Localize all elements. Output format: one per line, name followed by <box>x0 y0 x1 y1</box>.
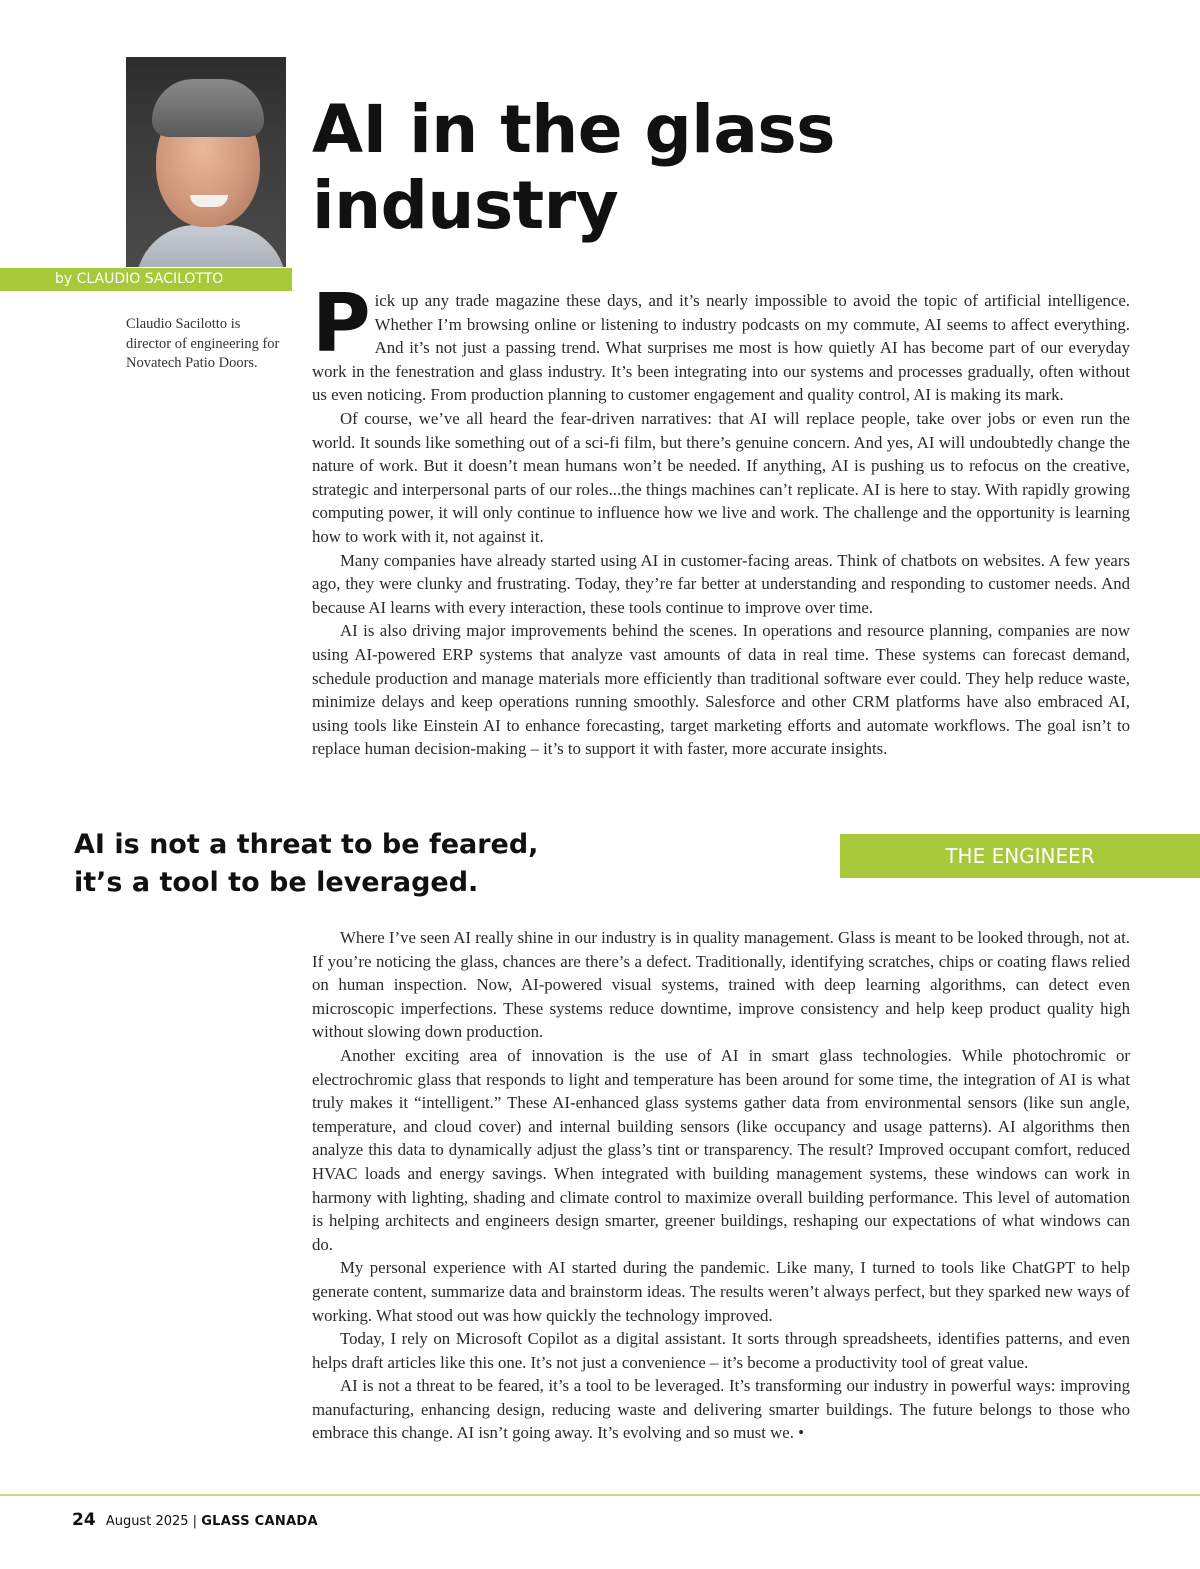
body-paragraph: AI is not a threat to be feared, it’s a tool to be leveraged. It’s transforming our industry in powerful ways: improving manufacturing, enhancing design, reducing waste and delivering smarter buildings. The future belongs to those who embrace this change. AI isn’t going away. It’s evolving and so must we. • <box>312 1376 1130 1443</box>
lead-paragraph-text: ick up any trade magazine these days, and it’s nearly impossible to avoid the topic of artificial intelligence. Whether I’m browsing online or listening to industry podcasts on my commute, AI seems to affect everything. And it’s not just a passing trend. What surprises me most is how quietly AI has become part of our everyday work in the fenestration and glass industry. It’s been integrating into our systems and processes gradually, often without us even noticing. From production planning to customer engagement and quality control, AI is making its mark. <box>312 291 1130 405</box>
page-footer <box>72 1508 318 1532</box>
body-paragraph: AI is also driving major improvements behind the scenes. In operations and resource planning, companies are now using AI-powered ERP systems that analyze vast amounts of data in real time. These systems can forecast demand, schedule production and manage materials more efficiently than traditional software ever could. They help reduce waste, minimize delays and keep operations running smoothly. Salesforce and other CRM platforms have also embraced AI, using tools like Einstein AI to enhance forecasting, target marketing efforts and automate workflows. The goal isn’t to replace human decision-making – it’s to support it with faster, more accurate insights. <box>312 621 1130 759</box>
footer-separator: | <box>192 1514 198 1529</box>
article-title: AI in the glass industry <box>312 91 835 244</box>
pull-quote <box>74 826 594 902</box>
author-shirt <box>136 225 286 267</box>
body-column-top <box>312 277 1130 761</box>
body-column-bottom <box>312 926 1130 1445</box>
author-bio: Claudio Sacilotto is director of engineering for Novatech Patio Doors. <box>126 316 280 371</box>
publication-name: GLASS CANADA <box>201 1514 318 1529</box>
page-number: 24 <box>72 1510 96 1530</box>
body-paragraph: Another exciting area of innovation is the use of AI in smart glass technologies. While photochromic or electrochromic glass that responds to light and temperature has been around for some time, the integration of AI is what truly makes it “intelligent.” These AI-enhanced glass systems gather data from environmental sensors (like sun angle, temperature, and cloud cover) and internal building sensors (like occupancy and usage patterns). AI algorithms then analyze this data to dynamically adjust the glass’s tint or transparency. The result? Improved occupant comfort, reduced HVAC loads and energy savings. When integrated with building management systems, these windows can work in harmony with lighting, shading and climate control to maximize overall building performance. This level of automation is helping architects and engineers design smarter, greener buildings, reshaping our expectations of what windows can do. <box>312 1045 1130 1254</box>
body-paragraph: Where I’ve seen AI really shine in our industry is in quality management. Glass is meant to be looked through, not at. If you’re noticing the glass, chances are there’s a defect. Traditionally, identifying scratches, chips or coating flaws relied on human inspection. Now, AI-powered visual systems, trained with deep learning algorithms, can detect even microscopic imperfections. These systems reduce downtime, improve consistency and help keep product quality high without slowing down production. <box>312 928 1130 1042</box>
body-paragraph: Today, I rely on Microsoft Copilot as a digital assistant. It sorts through spreadsheets, identifies patterns, and even helps draft articles like this one. It’s not just a convenience – it’s become a productivity tool of great value. <box>312 1329 1130 1372</box>
lead-paragraph <box>312 277 1130 407</box>
issue-date: August 2025 <box>105 1514 189 1529</box>
pull-quote-line-2: it’s a tool to be leveraged. <box>74 867 479 898</box>
author-photo <box>126 57 286 267</box>
pull-quote-line-1: AI is not a threat to be feared, <box>74 829 539 860</box>
body-paragraph: Of course, we’ve all heard the fear-driven narratives: that AI will replace people, take over jobs or even run the world. It sounds like something out of a sci-fi film, but there’s genuine concern. And yes, AI will undoubtedly change the nature of work. But it doesn’t mean humans won’t be needed. If anything, AI is pushing us to refocus on the creative, strategic and interpersonal parts of our roles...the things machines can’t replicate. AI is here to stay. With rapidly growing computing power, it will only continue to influence how we live and work. The challenge and the opportunity is learning how to work with it, not against it. <box>312 408 1130 546</box>
section-tag: THE ENGINEER <box>840 834 1200 878</box>
body-paragraph: My personal experience with AI started during the pandemic. Like many, I turned to tools like ChatGPT to help generate content, summarize data and brainstorm ideas. The results weren’t always perfect, but they sparked new ways of working. What stood out was how quickly the technology improved. <box>312 1258 1130 1325</box>
drop-cap: P <box>312 277 371 370</box>
author-smile <box>190 195 228 207</box>
body-paragraph: Many companies have already started using AI in customer-facing areas. Think of chatbots on websites. A few years ago, they were clunky and frustrating. Today, they’re far better at understanding and responding to customer needs. And because AI learns with every interaction, these tools continue to improve over time. <box>312 550 1130 617</box>
byline: by CLAUDIO SACILOTTO <box>55 271 224 287</box>
footer-rule <box>0 1494 1200 1496</box>
author-hair <box>152 79 264 137</box>
